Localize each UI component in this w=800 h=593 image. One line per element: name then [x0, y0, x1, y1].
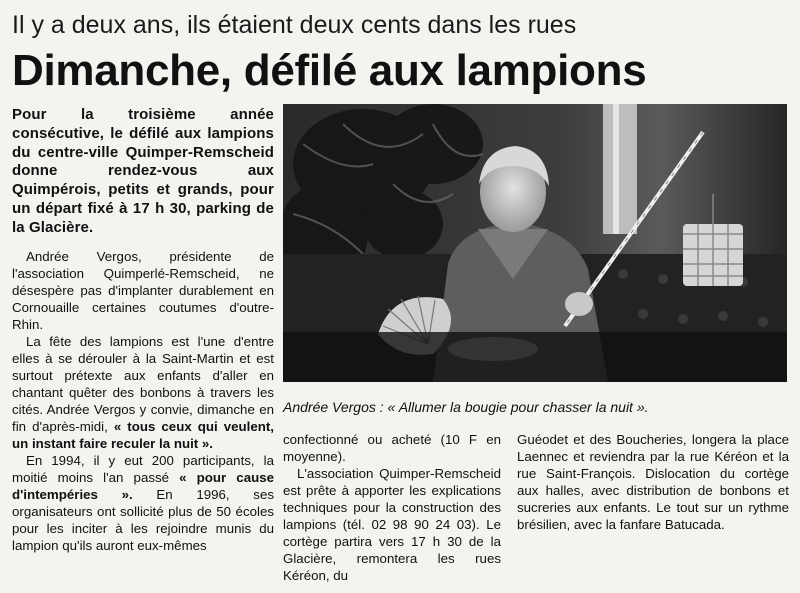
article-kicker: Il y a deux ans, ils étaient deux cents dans les rues — [12, 11, 577, 39]
paragraph: Andrée Vergos, présidente de l'association Quimperlé-Remscheid, ne désespère pas d'implanter durablement en Cornouaille certaines coutumes d'outre-Rhin. — [12, 249, 274, 332]
photo-caption: Andrée Vergos : « Allumer la bougie pour chasser la nuit ». — [283, 399, 649, 415]
article-lead: Pour la troisième année consécutive, le défilé aux lampions du centre-ville Quimper-Remscheid donne rendez-vous aux Quimpérois, petits et grands, pour un départ fixé à 17 h 30, parking de la Glacière. — [12, 106, 274, 236]
paragraph: L'association Quimper-Remscheid est prête à apporter les explications techniques pour la construction des lampions (tél. 02 98 90 24 03). Le cortège partira vers 17 h 30 de la Glacière, remontera les rues Kéréon, du — [283, 466, 501, 583]
text-column-3 — [517, 431, 789, 533]
quote-bold: « pour cause d'intempéries ». — [12, 470, 274, 502]
text-run: En 1996, ses organisateurs ont sollicité plus de 50 écoles pour les inciter à les rejoindre munis du lampion qu'ils auront eux-mêmes — [12, 487, 274, 553]
paragraph: Guéodet et des Boucheries, longera la place Laennec et reviendra par la rue Kéréon et la rue Saint-François. Dislocation du cortège aux halles, avec distribution de bonbons et sucreries aux enfants. Le tout sur un rythme brésilien, avec la fanfare Batucada. — [517, 432, 789, 532]
article-photo — [283, 104, 787, 382]
article-headline: Dimanche, défilé aux lampions — [12, 46, 647, 95]
paragraph: confectionné ou acheté (10 F en moyenne). — [283, 432, 501, 464]
paragraph — [12, 452, 274, 554]
paragraph — [12, 333, 274, 452]
text-column-2 — [283, 431, 501, 584]
quote-bold: « tous ceux qui veulent, un instant faire reculer la nuit ». — [12, 419, 274, 451]
text-run: La fête des lampions est l'une d'entre elles à se dérouler à la Saint-Martin et est surtout prétexte aux enfants d'aller en chantant quêter des bonbons à travers les cités. Andrée Vergos y convie, dimanche en fin d'après-midi, — [12, 334, 274, 434]
text-column-1 — [12, 248, 274, 554]
text-run: En 1994, il y eut 200 participants, la moitié moins l'an passé — [12, 453, 274, 485]
